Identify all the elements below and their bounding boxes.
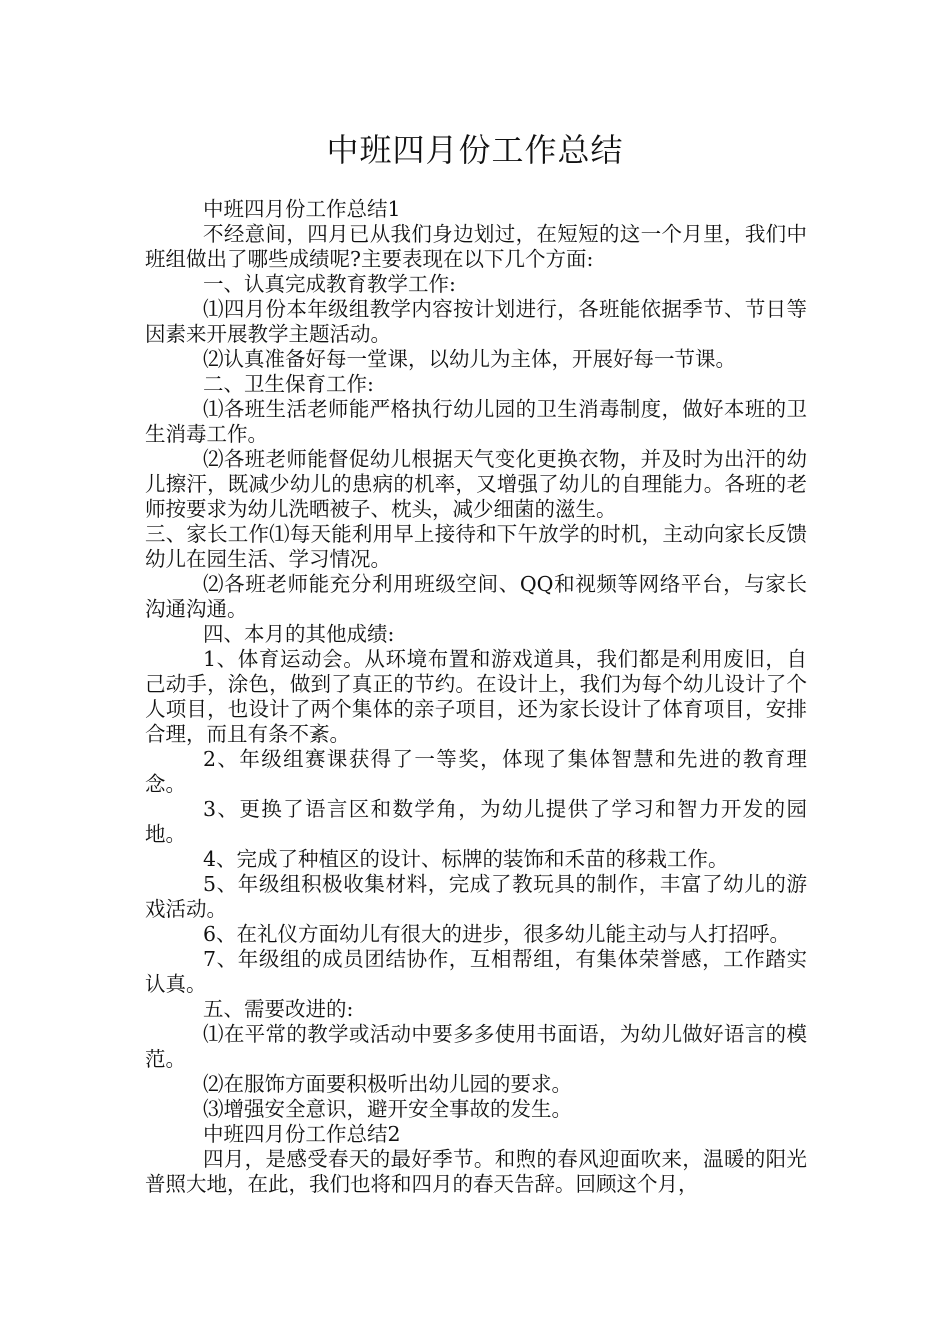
paragraph: 中班四月份工作总结2 — [203, 1122, 401, 1146]
paragraph: 7、年级组的成员团结协作，互相帮组，有集体荣誉感，工作踏实认真。 — [145, 947, 807, 996]
paragraph: ⑴在平常的教学或活动中要多多使用书面语，为幼儿做好语言的模范。 — [145, 1022, 807, 1071]
paragraph: 1、体育运动会。从环境布置和游戏道具，我们都是利用废旧，自己动手，涂色，做到了真正的节约。在设计上，我们为每个幼儿设计了个人项目，也设计了两个集体的亲子项目，还为家长设计了体育项目，安排合理，而且有条不紊。 — [145, 647, 807, 746]
paragraph: 四、本月的其他成绩: — [203, 622, 395, 646]
paragraph: 2、年级组赛课获得了一等奖，体现了集体智慧和先进的教育理念。 — [145, 747, 807, 796]
paragraph: ⑴各班生活老师能严格执行幼儿园的卫生消毒制度，做好本班的卫生消毒工作。 — [145, 397, 807, 446]
document-title: 中班四月份工作总结 — [326, 131, 624, 169]
paragraph: 3、更换了语言区和数学角，为幼儿提供了学习和智力开发的园地。 — [145, 797, 807, 846]
paragraph: 6、在礼仪方面幼儿有很大的进步，很多幼儿能主动与人打招呼。 — [203, 922, 791, 946]
paragraph: 中班四月份工作总结1 — [203, 197, 401, 221]
paragraph: 不经意间，四月已从我们身边划过，在短短的这一个月里，我们中班组做出了哪些成绩呢?主要表现在以下几个方面: — [145, 222, 807, 271]
paragraph: ⑶增强安全意识，避开安全事故的发生。 — [203, 1097, 572, 1121]
paragraph: 一、认真完成教育教学工作: — [203, 272, 456, 296]
paragraph: 4、完成了种植区的设计、标牌的装饰和禾苗的移栽工作。 — [203, 847, 729, 871]
paragraph: ⑵各班老师能充分利用班级空间、QQ和视频等网络平台，与家长沟通沟通。 — [145, 572, 807, 621]
paragraph: ⑵各班老师能督促幼儿根据天气变化更换衣物，并及时为出汗的幼儿擦汗，既减少幼儿的患病的机率，又增强了幼儿的自理能力。各班的老师按要求为幼儿洗晒被子、枕头，减少细菌的滋生。 — [145, 447, 807, 521]
paragraph: 二、卫生保育工作: — [203, 372, 374, 396]
document-body — [145, 197, 807, 1197]
paragraph: ⑵认真准备好每一堂课，以幼儿为主体，开展好每一节课。 — [203, 347, 736, 371]
paragraph: 四月，是感受春天的最好季节。和煦的春风迎面吹来，温暖的阳光普照大地，在此，我们也将和四月的春天告辞。回顾这个月， — [145, 1147, 807, 1196]
paragraph: 5、年级组积极收集材料，完成了教玩具的制作，丰富了幼儿的游戏活动。 — [145, 872, 807, 921]
paragraph: ⑴四月份本年级组教学内容按计划进行，各班能依据季节、节日等因素来开展教学主题活动。 — [145, 297, 807, 346]
paragraph: 三、家长工作⑴每天能利用早上接待和下午放学的时机，主动向家长反馈幼儿在园生活、学习情况。 — [145, 522, 807, 571]
paragraph: 五、需要改进的: — [203, 997, 354, 1021]
paragraph: ⑵在服饰方面要积极听出幼儿园的要求。 — [203, 1072, 572, 1096]
